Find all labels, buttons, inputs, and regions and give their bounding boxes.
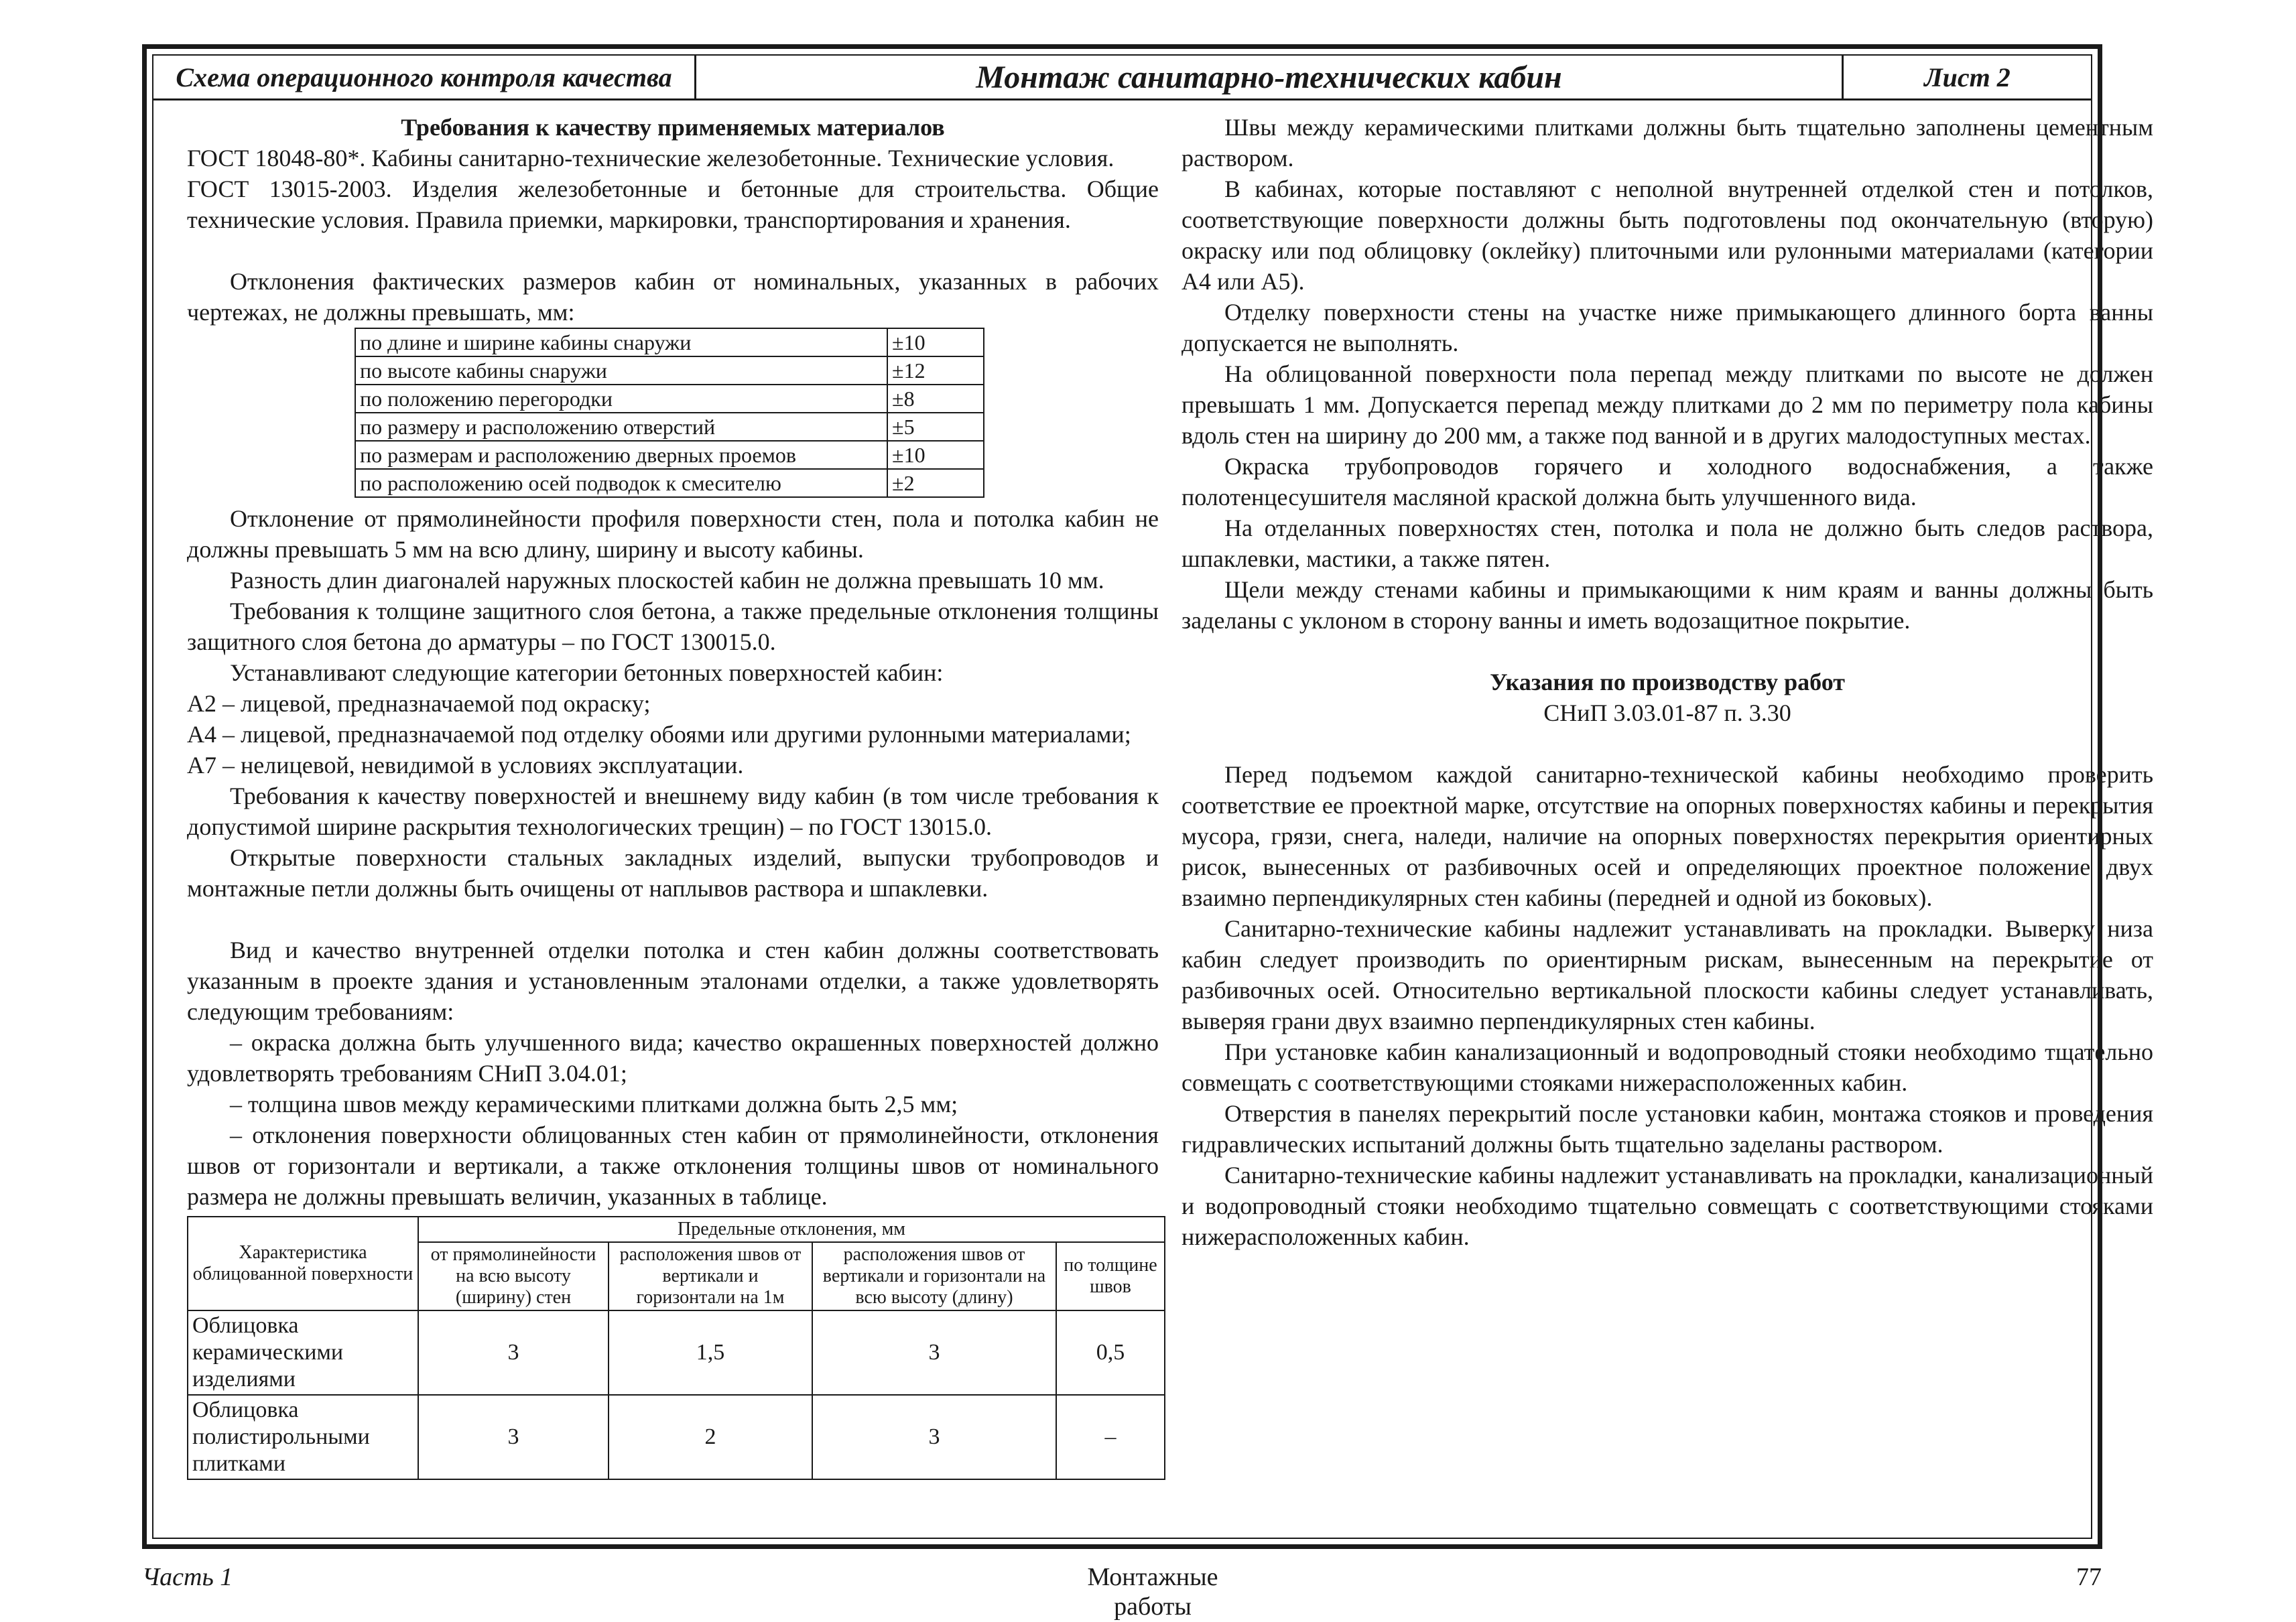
materials-heading: Требования к качеству применяемых материалов [401, 114, 945, 141]
paragraph: Щели между стенами кабины и примыкающими к ним краям и ванны должны быть заделаны с уклоном в сторону ванны и иметь водозащитное покрытие. [1182, 576, 2153, 634]
paragraph: Требования к качеству поверхностей и внешнему виду кабин (в том числе требования к допустимой ширине раскрытия технологических трещин) – по ГОСТ 13015.0. [187, 783, 1159, 840]
table-cell: ±8 [887, 385, 984, 413]
paragraph: – окраска должна быть улучшенного вида; качество окрашенных поверхностей должно удовлетворять требованиям СНиП 3.04.01; [187, 1029, 1159, 1087]
table-cell: Облицовка керамическими изделиями [188, 1310, 418, 1395]
table-cell: по положению перегородки [355, 385, 887, 413]
deviations-table [355, 328, 984, 498]
paragraph: – толщина швов между керамическими плитками должна быть 2,5 мм; [230, 1091, 958, 1118]
instructions-heading: Указания по производству работ [1490, 669, 1845, 695]
table-row [355, 385, 984, 413]
paragraph: В кабинах, которые поставляют с неполной внутренней отделкой стен и потолков, соответствующие поверхности должны быть подготовлены под окончательную (вторую) окраску или под облицовку (оклейку) плиточными или рулонными материалами (категории А4 или А5). [1182, 176, 2153, 295]
table-header-cell: расположения швов от вертикали и горизонтали на всю высоту (длину) [812, 1242, 1056, 1310]
table-row [355, 356, 984, 385]
table-cell: по высоте кабины снаружи [355, 356, 887, 385]
table-row [355, 469, 984, 497]
table-cell: 3 [812, 1395, 1056, 1479]
left-column [187, 112, 1159, 1480]
paragraph: Отклонение от прямолинейности профиля поверхности стен, пола и потолка кабин не должны превышать 5 мм на всю длину, ширину и высоту кабины. [187, 505, 1159, 563]
paragraph: Отклонения фактических размеров кабин от номинальных, указанных в рабочих чертежах, не должны превышать, мм: [187, 268, 1159, 326]
table-cell: ±5 [887, 413, 984, 441]
table-row [355, 441, 984, 469]
paragraph: ГОСТ 13015-2003. Изделия железобетонные и бетонные для строительства. Общие технические условия. Правила приемки, маркировки, транспортирования и хранения. [187, 176, 1159, 233]
table-header-cell: от прямолинейности на всю высоту (ширину) стен [418, 1242, 609, 1310]
table-cell: 3 [418, 1395, 609, 1479]
right-column [1182, 112, 2153, 1252]
table-cell: – [1056, 1395, 1165, 1479]
paragraph: – отклонения поверхности облицованных стен кабин от прямолинейности, отклонения швов от горизонтали и вертикали, а также отклонения толщины швов от номинального размера не должны превышать величин, указанных в таблице. [187, 1122, 1159, 1210]
paragraph: А4 – лицевой, предназначаемой под отделку обоями или другими рулонными материалами; [187, 721, 1131, 748]
paragraph: ГОСТ 18048-80*. Кабины санитарно-технические железобетонные. Технические условия. [187, 145, 1114, 172]
paragraph: А2 – лицевой, предназначаемой под окраску; [187, 690, 651, 717]
table-cell: 2 [609, 1395, 812, 1479]
table-cell: ±2 [887, 469, 984, 497]
header-sheet-number: Лист 2 [1924, 62, 2011, 92]
table-header-cell: по толщине швов [1056, 1242, 1165, 1310]
paragraph: На отделанных поверхностях стен, потолка и пола не должно быть следов раствора, шпаклевки, мастики, а также пятен. [1182, 515, 2153, 572]
paragraph: На облицованной поверхности пола перепад между плитками по высоте не должен превышать 1 мм. Допускается перепад между плитками до 2 мм по периметру пола кабины вдоль стен на ширину до 200 мм, а также под ванной и в других малодоступных местах. [1182, 360, 2153, 449]
table-cell: 1,5 [609, 1310, 812, 1395]
paragraph: Окраска трубопроводов горячего и холодного водоснабжения, а также полотенцесушителя масляной краской должна быть улучшенного вида. [1182, 453, 2153, 511]
paragraph: А7 – нелицевой, невидимой в условиях эксплуатации. [187, 752, 744, 779]
footer-section-title: Монтажные работы [1087, 1563, 1218, 1621]
table-header-cell: Характеристика облицованной поверхности [188, 1217, 418, 1310]
paragraph: Отделку поверхности стены на участке ниже примыкающего длинного борта ванны допускается не выполнять. [1182, 299, 2153, 356]
table-cell: ±10 [887, 328, 984, 356]
table-header-row [188, 1217, 1165, 1242]
limits-table [187, 1216, 1165, 1480]
inner-frame [152, 54, 2153, 1539]
table-cell: по длине и ширине кабины снаружи [355, 328, 887, 356]
paragraph: Перед подъемом каждой санитарно-технической кабины необходимо проверить соответствие ее проектной марке, отсутствие на опорных поверхностях кабины и перекрытия мусора, грязи, снега, наледи, наличие на опорных поверхностях перекрытия ориентирных рисок, вынесенных от разбивочных осей и определяющих проектное положение двух взаимно перпендикулярных стен кабины (передней и одной из боковых). [1182, 761, 2153, 911]
page-footer [0, 1562, 2296, 1621]
table-cell: Облицовка полистирольными плитками [188, 1395, 418, 1479]
header-scheme-title: Схема операционного контроля качества [153, 56, 696, 98]
table-header-cell: расположения швов от вертикали и горизонтали на 1м [609, 1242, 812, 1310]
paragraph: Вид и качество внутренней отделки потолка и стен кабин должны соответствовать указанным в проекте здания и установленным эталонами отделки, а также удовлетворять следующим требованиям: [187, 937, 1159, 1025]
table-row [355, 328, 984, 356]
table-cell: 3 [812, 1310, 1056, 1395]
table-cell: по расположению осей подводок к смесителю [355, 469, 887, 497]
table-cell: 0,5 [1056, 1310, 1165, 1395]
table-cell: по размерам и расположению дверных проемов [355, 441, 887, 469]
table-row [188, 1310, 1165, 1395]
paragraph: Требования к толщине защитного слоя бетона, а также предельные отклонения толщины защитного слоя бетона до арматуры – по ГОСТ 130015.0. [187, 598, 1159, 655]
table-cell: 3 [418, 1310, 609, 1395]
paragraph: Санитарно-технические кабины надлежит устанавливать на прокладки. Выверку низа кабин следует производить по ориентирным рискам, вынесенным на перекрытие от разбивочных осей. Относительно вертикальной плоскости кабины следует устанавливать, выверяя грани двух взаимно перпендикулярных стен кабины. [1182, 915, 2153, 1034]
page-number: 77 [2076, 1563, 2102, 1591]
table-row [188, 1395, 1165, 1479]
table-cell: по размеру и расположению отверстий [355, 413, 887, 441]
paragraph: Разность длин диагоналей наружных плоскостей кабин не должна превышать 10 мм. [230, 567, 1104, 594]
header-main-title: Монтаж санитарно-технических кабин [696, 56, 1844, 98]
table-row [355, 413, 984, 441]
table-cell: ±10 [887, 441, 984, 469]
paragraph: Открытые поверхности стальных закладных изделий, выпуски трубопроводов и монтажные петли должны быть очищены от наплывов раствора и шпаклевки. [187, 844, 1159, 902]
header-bar [153, 56, 2091, 100]
paragraph: Санитарно-технические кабины надлежит устанавливать на прокладки, канализационный и водопроводный стояки необходимо тщательно совмещать с соответствующими стояками нижерасположенных кабин. [1182, 1162, 2153, 1250]
page-frame [142, 44, 2153, 1549]
paragraph: Устанавливают следующие категории бетонных поверхностей кабин: [230, 659, 944, 686]
table-cell: ±12 [887, 356, 984, 385]
table-header-cell: Предельные отклонения, мм [418, 1217, 1165, 1242]
paragraph: Швы между керамическими плитками должны быть тщательно заполнены цементным раствором. [1182, 114, 2153, 172]
footer-part: Часть 1 [142, 1563, 233, 1591]
paragraph: При установке кабин канализационный и водопроводный стояки необходимо тщательно совмещать с соответствующими стояками нижерасположенных кабин. [1182, 1038, 2153, 1096]
paragraph: Отверстия в панелях перекрытий после установки кабин, монтажа стояков и проведения гидравлических испытаний должны быть тщательно заделаны раствором. [1182, 1100, 2153, 1158]
instructions-subheading: СНиП 3.03.01-87 п. 3.30 [1543, 699, 1791, 726]
